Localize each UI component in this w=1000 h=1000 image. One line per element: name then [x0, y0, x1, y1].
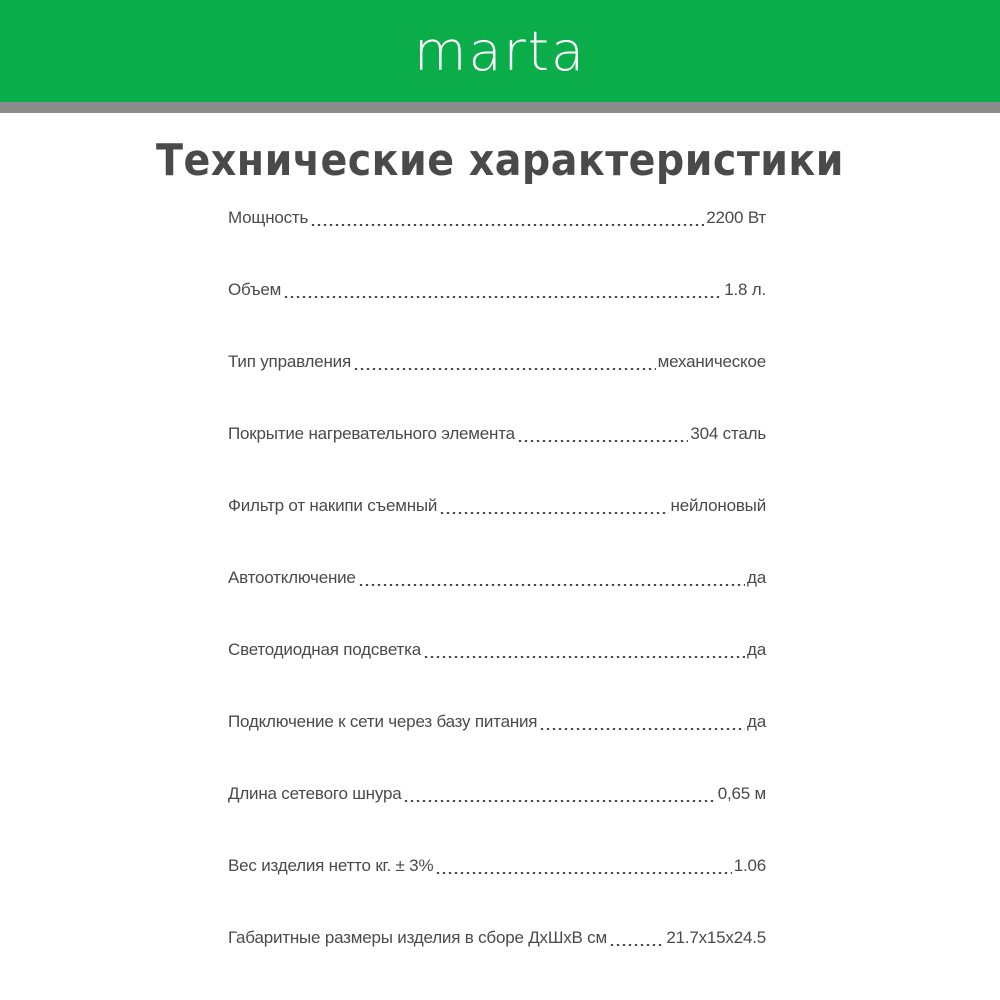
spec-row-control-type — [228, 344, 766, 380]
spec-value: 0,65 м — [717, 784, 766, 803]
spec-value: 1.06 — [733, 856, 766, 875]
spec-value: да — [747, 640, 766, 659]
dot-leader — [439, 512, 668, 514]
spec-value: да — [747, 568, 766, 587]
spec-row-volume — [228, 272, 766, 308]
spec-value: 2200 Вт — [706, 208, 766, 227]
spec-label: Автоотключение — [228, 568, 356, 587]
header-divider — [0, 102, 1000, 113]
spec-row-power — [228, 200, 766, 236]
spec-label: Подключение к сети через базу питания — [228, 712, 538, 731]
dot-leader — [435, 872, 731, 874]
spec-value: 1.8 л. — [724, 280, 766, 299]
spec-value: да — [747, 712, 766, 731]
spec-row-scale-filter — [228, 488, 766, 524]
spec-row-led-backlight — [228, 632, 766, 668]
spec-label: Светодиодная подсветка — [228, 640, 421, 659]
dot-leader — [358, 584, 745, 586]
spec-value: механическое — [657, 352, 766, 371]
spec-row-auto-off — [228, 560, 766, 596]
spec-value: 21.7x15x24.5 — [666, 928, 766, 947]
dot-leader — [283, 296, 722, 298]
dot-leader — [353, 368, 656, 370]
dot-leader — [423, 656, 745, 658]
spec-label: Фильтр от накипи съемный — [228, 496, 438, 515]
spec-value: нейлоновый — [670, 496, 766, 515]
brand-logo: marta — [413, 20, 587, 83]
spec-label: Габаритные размеры изделия в сборе ДхШхВ см — [228, 928, 607, 947]
page-title: Технические характеристики — [156, 135, 844, 186]
spec-row-dimensions — [228, 920, 766, 956]
spec-label: Длина сетевого шнура — [228, 784, 402, 803]
spec-label: Покрытие нагревательного элемента — [228, 424, 515, 443]
spec-label: Тип управления — [228, 352, 351, 371]
spec-label: Мощность — [228, 208, 309, 227]
spec-label: Вес изделия нетто кг. ± 3% — [228, 856, 434, 875]
spec-value: 304 сталь — [690, 424, 766, 443]
dot-leader — [539, 728, 745, 730]
spec-row-net-weight — [228, 848, 766, 884]
spec-label: Объем — [228, 280, 282, 299]
spec-row-cord-length — [228, 776, 766, 812]
header-bar — [0, 0, 1000, 102]
spec-row-power-base — [228, 704, 766, 740]
dot-leader — [609, 944, 664, 946]
dot-leader — [517, 440, 688, 442]
spec-row-heating-element — [228, 416, 766, 452]
dot-leader — [403, 800, 715, 802]
dot-leader — [310, 224, 704, 226]
